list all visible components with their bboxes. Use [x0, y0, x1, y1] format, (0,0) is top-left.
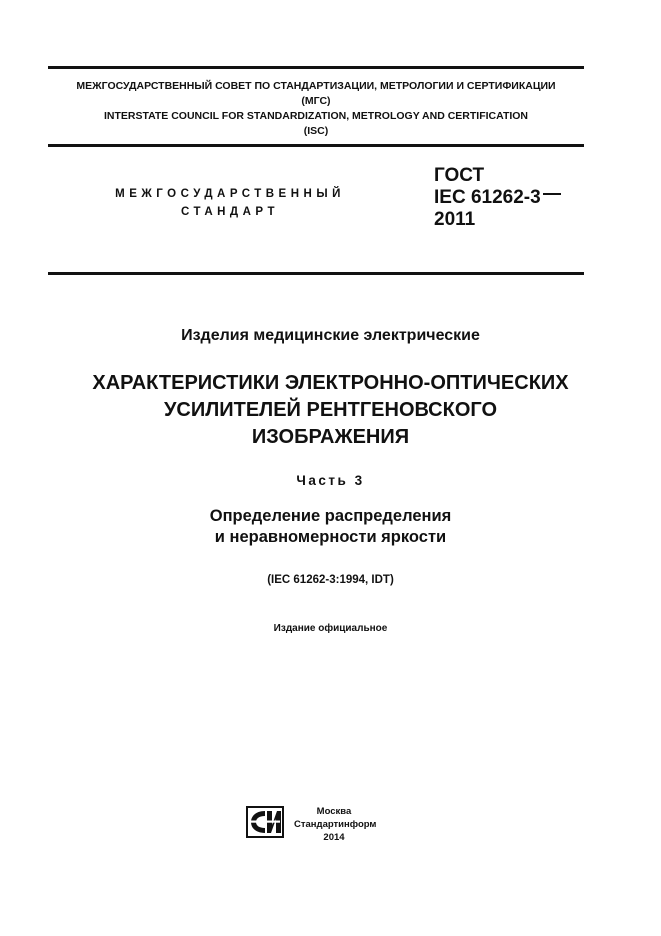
council-name-en: INTERSTATE COUNCIL FOR STANDARDIZATION, METROLOGY AND CERTIFICATION	[103, 110, 529, 122]
publisher-city: Москва	[316, 806, 352, 817]
standard-type-line2: СТАНДАРТ	[181, 206, 279, 218]
main-title-line3: ИЗОБРАЖЕНИЯ	[251, 426, 410, 448]
publisher-year: 2014	[323, 832, 345, 843]
part-label: Часть 3	[296, 473, 365, 488]
top-rule	[48, 66, 584, 69]
standard-type	[80, 185, 380, 221]
main-title	[0, 370, 661, 451]
publisher-info	[294, 805, 377, 844]
standard-number-iec: IEC 61262-3	[434, 187, 541, 208]
group-title: Изделия медицинские электрические	[181, 327, 480, 344]
main-title-line1: ХАРАКТЕРИСТИКИ ЭЛЕКТРОННО-ОПТИЧЕСКИХ	[92, 372, 569, 394]
publisher-name: Стандартинформ	[294, 819, 377, 830]
edition-note: Издание официальное	[273, 623, 388, 634]
standard-number-year: 2011	[434, 209, 476, 230]
standartinform-logo-icon	[246, 806, 284, 838]
part-title-line2: и неравномерности яркости	[214, 528, 447, 546]
standard-type-line1: МЕЖГОСУДАРСТВЕННЫЙ	[115, 188, 345, 200]
council-abbr-ru: (МГС)	[301, 95, 331, 107]
middle-rule	[48, 144, 584, 147]
part-title	[0, 506, 661, 548]
bottom-rule	[48, 272, 584, 275]
council-name-ru: МЕЖГОСУДАРСТВЕННЫЙ СОВЕТ ПО СТАНДАРТИЗАЦИИ, МЕТРОЛОГИИ И СЕРТИФИКАЦИИ	[76, 80, 556, 92]
council-abbr-en: (ISC)	[303, 125, 329, 137]
standard-number	[434, 165, 561, 231]
part-title-line1: Определение распределения	[209, 507, 452, 525]
standard-number-gost: ГОСТ	[434, 165, 485, 186]
iec-reference: (IEC 61262-3:1994, IDT)	[267, 574, 394, 586]
council-header	[48, 79, 584, 139]
standard-number-dash	[543, 193, 561, 195]
main-title-line2: УСИЛИТЕЛЕЙ РЕНТГЕНОВСКОГО	[163, 399, 498, 421]
